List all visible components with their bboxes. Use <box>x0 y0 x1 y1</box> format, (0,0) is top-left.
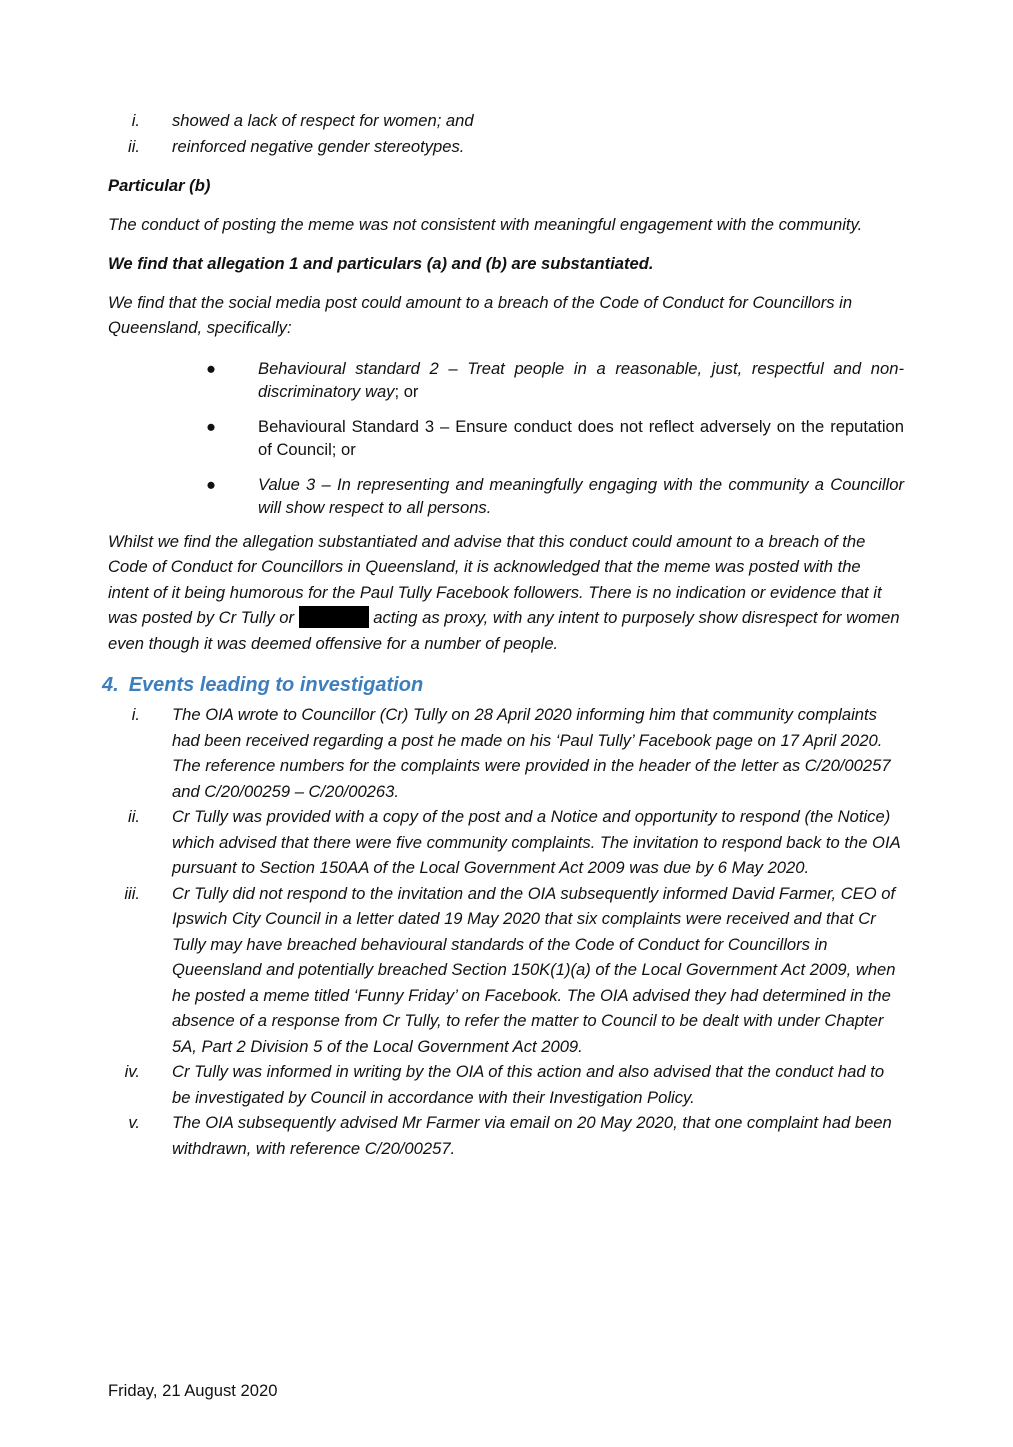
section-title: Events leading to investigation <box>128 674 424 696</box>
section-heading <box>102 672 898 698</box>
footer-date: Friday, 21 August 2020 <box>108 1381 278 1400</box>
events-list <box>108 702 904 1161</box>
standard-italic-text: Value 3 – In representing and meaningfully engaging with the community a Councillor will show respect to all persons. <box>258 474 904 517</box>
list-number: ii. <box>128 807 140 826</box>
standard-item <box>108 473 904 519</box>
standard-item <box>108 415 904 461</box>
standard-italic-text: Behavioural standard 2 – Treat people in a reasonable, just, respectful and non-discriminatory way <box>258 358 904 401</box>
standard-item <box>108 357 904 403</box>
breach-intro: We find that the social media post could amount to a breach of the Code of Conduct for Councillors in Queensland, specifically: <box>108 292 853 337</box>
particular-b-text: The conduct of posting the meme was not consistent with meaningful engagement with the community. <box>108 214 863 234</box>
standard-plain-text: Behavioural Standard 3 – Ensure conduct does not reflect adversely on the reputation of Council; or <box>258 416 904 459</box>
page-content <box>102 108 904 1161</box>
list-text: Cr Tully was informed in writing by the OIA of this action and also advised that the conduct had to be investigated by Council in accordance with their Investigation Policy. <box>172 1062 885 1107</box>
bullet-icon: ● <box>206 358 217 378</box>
redaction-box <box>299 606 369 628</box>
whilst-text-part1: Whilst we find the allegation substantiated and advise that this conduct could amount to a breach of the Code of Conduct for Councillors in Queensland, it is acknowledged that the meme was posted with the intent of it being humorous for the Paul Tully Facebook followers. There is no indication or evidence that it was posted by Cr Tully or <box>108 531 882 627</box>
list-item <box>108 804 904 881</box>
whilst-paragraph <box>108 529 904 657</box>
section-number: 4. <box>102 674 119 696</box>
list-text: The OIA subsequently advised Mr Farmer via email on 20 May 2020, that one complaint had been withdrawn, with reference C/20/00257. <box>172 1113 892 1158</box>
list-number: i. <box>131 111 140 130</box>
top-list <box>108 108 904 159</box>
bullet-icon: ● <box>206 474 217 494</box>
list-item <box>108 881 904 1060</box>
list-number: i. <box>131 705 140 724</box>
list-text: reinforced negative gender stereotypes. <box>172 136 465 156</box>
bullet-icon: ● <box>206 416 217 436</box>
particular-b-heading: Particular (b) <box>108 176 211 195</box>
list-number: ii. <box>128 136 140 156</box>
list-item <box>108 134 904 160</box>
list-text: showed a lack of respect for women; and <box>172 111 474 130</box>
list-number: iv. <box>124 1062 140 1081</box>
list-item <box>108 702 904 804</box>
list-text: Cr Tully was provided with a copy of the post and a Notice and opportunity to respond (the Notice) which advised that there were five community complaints. The invitation to respond back to the OIA pursuant to Section 150AA of the Local Government Act 2009 was due by 6 May 2020. <box>172 807 901 877</box>
standards-list <box>108 357 904 519</box>
list-item <box>108 108 904 134</box>
finding-statement: We find that allegation 1 and particulars (a) and (b) are substantiated. <box>108 254 654 273</box>
whilst-text-part2: acting as proxy, with any intent to purposely show disrespect for women even though it was deemed offensive for a number of people. <box>108 608 900 653</box>
list-number: iii. <box>124 883 140 903</box>
list-item <box>108 1110 904 1161</box>
list-item <box>108 1059 904 1110</box>
list-text: The OIA wrote to Councillor (Cr) Tully on 28 April 2020 informing him that community complaints had been received regarding a post he made on his ‘Paul Tully’ Facebook page on 17 April 2020. The reference numbers for the complaints were provided in the header of the letter as C/20/00257 and C/20/00259 – C/20/00263. <box>172 705 891 801</box>
list-number: v. <box>128 1113 140 1132</box>
standard-plain-text: ; or <box>394 381 419 401</box>
list-text: Cr Tully did not respond to the invitation and the OIA subsequently informed David Farmer, CEO of Ipswich City Council in a letter dated 19 May 2020 that six complaints were received and that Cr Tully may have breached behavioural standards of the Code of Conduct for Councillors in Queensland and potentially breached Section 150K(1)(a) of the Local Government Act 2009, when he posted a meme titled ‘Funny Friday’ on Facebook. The OIA advised they had determined in the absence of a response from Cr Tully, to refer the matter to Council to be dealt with under Chapter 5A, Part 2 Division 5 of the Local Government Act 2009. <box>172 883 896 1056</box>
